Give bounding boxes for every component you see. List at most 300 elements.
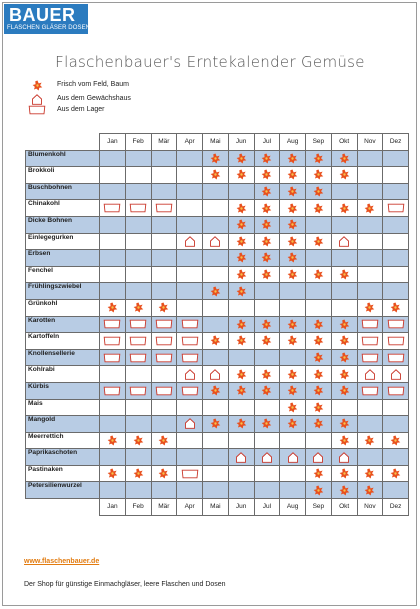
month-cell	[177, 465, 203, 482]
greenhouse-icon	[235, 452, 247, 463]
month-cell	[254, 233, 280, 250]
table-row	[26, 449, 409, 466]
storage-icon	[155, 336, 173, 346]
sun-icon	[313, 319, 324, 330]
greenhouse-icon	[390, 369, 402, 380]
storage-icon	[103, 386, 121, 396]
crop-name: Fenchel	[26, 266, 100, 283]
month-cell	[383, 349, 409, 366]
month-cell	[254, 382, 280, 399]
footer-month: Mai	[203, 499, 229, 516]
table-row	[26, 183, 409, 200]
table-row	[26, 333, 409, 350]
month-cell	[100, 382, 126, 399]
month-cell	[280, 449, 306, 466]
month-cell	[280, 200, 306, 217]
greenhouse-icon	[338, 236, 350, 247]
month-cell	[177, 216, 203, 233]
footer-month: Nov	[357, 499, 383, 516]
month-cell	[125, 200, 151, 217]
footer-month: Okt	[331, 499, 357, 516]
logo[interactable]	[4, 4, 91, 34]
legend-symbol	[26, 105, 48, 119]
month-cell	[280, 183, 306, 200]
storage-icon	[103, 203, 121, 213]
sun-icon	[339, 153, 350, 164]
month-cell	[151, 283, 177, 300]
harvest-calendar-table	[25, 133, 409, 516]
month-cell	[306, 382, 332, 399]
month-cell	[306, 399, 332, 416]
month-cell	[177, 299, 203, 316]
month-cell	[203, 299, 229, 316]
sun-icon	[339, 203, 350, 214]
crop-name: Einlegegurken	[26, 233, 100, 250]
month-cell	[306, 283, 332, 300]
month-cell	[331, 266, 357, 283]
storage-icon	[103, 336, 121, 346]
greenhouse-icon	[184, 236, 196, 247]
sun-icon	[236, 203, 247, 214]
month-cell	[203, 482, 229, 499]
month-cell	[203, 366, 229, 383]
month-cell	[357, 399, 383, 416]
month-cell	[228, 416, 254, 433]
storage-icon	[155, 386, 173, 396]
month-cell	[357, 200, 383, 217]
month-cell	[280, 233, 306, 250]
month-cell	[357, 366, 383, 383]
crop-name: Meerrettich	[26, 432, 100, 449]
month-cell	[383, 283, 409, 300]
header-month: Aug	[280, 134, 306, 151]
crop-name: Mais	[26, 399, 100, 416]
month-cell	[125, 432, 151, 449]
month-cell	[177, 432, 203, 449]
month-cell	[383, 482, 409, 499]
storage-icon	[361, 336, 379, 346]
sun-icon	[313, 385, 324, 396]
sun-icon	[261, 418, 272, 429]
sun-icon	[236, 418, 247, 429]
storage-icon	[387, 386, 405, 396]
sun-icon	[261, 252, 272, 263]
crop-name: Mangold	[26, 416, 100, 433]
month-cell	[280, 283, 306, 300]
logo-brand: BAUER	[9, 5, 76, 25]
sun-icon	[313, 352, 324, 363]
month-cell	[280, 399, 306, 416]
sun-icon	[158, 302, 169, 313]
month-cell	[203, 183, 229, 200]
table-row	[26, 482, 409, 499]
month-cell	[331, 382, 357, 399]
crop-name: Chinakohl	[26, 200, 100, 217]
storage-icon	[129, 203, 147, 213]
shop-link[interactable]: www.flaschenbauer.de	[24, 558, 100, 565]
sun-icon	[313, 369, 324, 380]
month-cell	[254, 416, 280, 433]
footer-month: Jun	[228, 499, 254, 516]
month-cell	[151, 349, 177, 366]
month-cell	[177, 150, 203, 167]
month-cell	[280, 382, 306, 399]
month-cell	[254, 449, 280, 466]
month-cell	[125, 349, 151, 366]
month-cell	[383, 233, 409, 250]
table-row	[26, 167, 409, 184]
month-cell	[203, 416, 229, 433]
month-cell	[177, 233, 203, 250]
sun-icon	[236, 219, 247, 230]
month-cell	[177, 333, 203, 350]
month-cell	[228, 200, 254, 217]
storage-icon	[181, 386, 199, 396]
month-cell	[280, 416, 306, 433]
month-cell	[151, 482, 177, 499]
month-cell	[383, 449, 409, 466]
month-cell	[383, 150, 409, 167]
sun-icon	[158, 468, 169, 479]
month-cell	[331, 416, 357, 433]
greenhouse-icon	[338, 452, 350, 463]
month-cell	[177, 399, 203, 416]
month-cell	[228, 250, 254, 267]
month-cell	[125, 366, 151, 383]
month-cell	[383, 416, 409, 433]
month-cell	[151, 183, 177, 200]
month-cell	[125, 266, 151, 283]
sun-icon	[339, 369, 350, 380]
month-cell	[357, 316, 383, 333]
storage-icon	[181, 469, 199, 479]
footer-corner	[26, 499, 100, 516]
month-cell	[125, 150, 151, 167]
month-cell	[177, 200, 203, 217]
month-cell	[151, 382, 177, 399]
crop-name: Erbsen	[26, 250, 100, 267]
sun-icon	[158, 435, 169, 446]
month-cell	[254, 333, 280, 350]
crop-name: Kohlrabi	[26, 366, 100, 383]
month-cell	[151, 416, 177, 433]
month-cell	[280, 216, 306, 233]
month-cell	[228, 482, 254, 499]
month-cell	[100, 432, 126, 449]
month-cell	[177, 167, 203, 184]
sun-icon	[313, 203, 324, 214]
legend-label: Frisch vom Feld, Baum	[57, 81, 129, 88]
storage-icon	[129, 386, 147, 396]
sun-icon	[236, 369, 247, 380]
month-cell	[125, 183, 151, 200]
month-cell	[306, 416, 332, 433]
sun-icon	[261, 153, 272, 164]
month-cell	[357, 416, 383, 433]
sun-icon	[287, 385, 298, 396]
sun-icon	[364, 203, 375, 214]
table-row	[26, 283, 409, 300]
sun-icon	[107, 435, 118, 446]
crop-name: Grünkohl	[26, 299, 100, 316]
month-cell	[383, 399, 409, 416]
month-cell	[203, 333, 229, 350]
month-cell	[306, 432, 332, 449]
month-cell	[203, 150, 229, 167]
month-cell	[125, 283, 151, 300]
sun-icon	[261, 169, 272, 180]
sun-icon	[339, 319, 350, 330]
month-cell	[331, 299, 357, 316]
header-month: Okt	[331, 134, 357, 151]
month-cell	[254, 216, 280, 233]
month-cell	[331, 167, 357, 184]
header-month: Mai	[203, 134, 229, 151]
month-cell	[383, 266, 409, 283]
month-cell	[331, 333, 357, 350]
month-cell	[280, 465, 306, 482]
month-cell	[254, 299, 280, 316]
header-month: Dez	[383, 134, 409, 151]
footer-month: Apr	[177, 499, 203, 516]
storage-icon	[361, 319, 379, 329]
sun-icon	[210, 335, 221, 346]
month-cell	[357, 465, 383, 482]
page-title: Flaschenbauer's Erntekalender Gemüse	[55, 53, 365, 71]
sun-icon	[261, 319, 272, 330]
month-cell	[357, 382, 383, 399]
month-cell	[100, 465, 126, 482]
month-cell	[306, 233, 332, 250]
month-cell	[331, 366, 357, 383]
sun-icon	[364, 485, 375, 496]
month-cell	[100, 200, 126, 217]
month-cell	[280, 266, 306, 283]
month-cell	[306, 183, 332, 200]
sun-icon	[236, 252, 247, 263]
month-cell	[331, 183, 357, 200]
month-cell	[177, 266, 203, 283]
greenhouse-icon	[261, 452, 273, 463]
month-cell	[228, 465, 254, 482]
month-cell	[357, 250, 383, 267]
month-cell	[100, 349, 126, 366]
month-cell	[383, 183, 409, 200]
sun-icon	[287, 186, 298, 197]
month-cell	[254, 349, 280, 366]
month-cell	[151, 150, 177, 167]
month-cell	[228, 299, 254, 316]
month-cell	[306, 150, 332, 167]
header-month: Jul	[254, 134, 280, 151]
sun-icon	[261, 236, 272, 247]
sun-icon	[287, 236, 298, 247]
month-cell	[151, 250, 177, 267]
sun-icon	[261, 186, 272, 197]
month-cell	[228, 449, 254, 466]
month-cell	[100, 482, 126, 499]
month-cell	[306, 482, 332, 499]
month-cell	[228, 266, 254, 283]
greenhouse-icon	[364, 369, 376, 380]
sun-icon	[339, 435, 350, 446]
month-cell	[151, 266, 177, 283]
sun-icon	[287, 203, 298, 214]
sun-icon	[236, 169, 247, 180]
sun-icon	[390, 468, 401, 479]
footer-slogan: Der Shop für günstige Einmachgläser, leere Flaschen und Dosen	[24, 581, 226, 588]
month-cell	[254, 482, 280, 499]
storage-icon	[387, 336, 405, 346]
month-cell	[357, 349, 383, 366]
month-cell	[357, 216, 383, 233]
month-cell	[151, 233, 177, 250]
month-cell	[357, 432, 383, 449]
greenhouse-icon	[31, 94, 43, 105]
sun-icon	[261, 369, 272, 380]
table-row	[26, 432, 409, 449]
crop-name: Brokkoli	[26, 167, 100, 184]
month-cell	[228, 216, 254, 233]
footer-month: Dez	[383, 499, 409, 516]
table-row	[26, 250, 409, 267]
storage-icon	[387, 203, 405, 213]
sun-icon	[287, 169, 298, 180]
month-footer-row	[26, 499, 409, 516]
crop-name: Kürbis	[26, 382, 100, 399]
month-cell	[254, 316, 280, 333]
month-cell	[177, 482, 203, 499]
month-cell	[125, 316, 151, 333]
sun-icon	[210, 385, 221, 396]
greenhouse-icon	[184, 369, 196, 380]
month-cell	[357, 333, 383, 350]
month-cell	[254, 283, 280, 300]
month-cell	[383, 465, 409, 482]
sun-icon	[287, 335, 298, 346]
table-row	[26, 299, 409, 316]
month-cell	[125, 382, 151, 399]
table-row	[26, 150, 409, 167]
sun-icon	[236, 335, 247, 346]
sun-icon	[313, 153, 324, 164]
sun-icon	[236, 319, 247, 330]
month-cell	[254, 200, 280, 217]
month-cell	[357, 299, 383, 316]
storage-icon	[129, 336, 147, 346]
month-cell	[203, 382, 229, 399]
header-month: Jun	[228, 134, 254, 151]
month-cell	[280, 349, 306, 366]
sun-icon	[236, 385, 247, 396]
month-cell	[203, 266, 229, 283]
storage-icon	[181, 319, 199, 329]
sun-icon	[339, 169, 350, 180]
month-cell	[254, 399, 280, 416]
month-cell	[306, 266, 332, 283]
month-cell	[151, 200, 177, 217]
crop-name: Dicke Bohnen	[26, 216, 100, 233]
month-cell	[203, 465, 229, 482]
month-cell	[100, 449, 126, 466]
sun-icon	[261, 385, 272, 396]
storage-icon	[129, 319, 147, 329]
month-cell	[151, 316, 177, 333]
header-corner	[26, 134, 100, 151]
footer-month: Sep	[306, 499, 332, 516]
month-cell	[331, 283, 357, 300]
month-cell	[100, 233, 126, 250]
month-cell	[383, 216, 409, 233]
sun-icon	[210, 286, 221, 297]
month-cell	[254, 432, 280, 449]
month-cell	[331, 432, 357, 449]
table-row	[26, 200, 409, 217]
month-cell	[177, 183, 203, 200]
month-cell	[203, 316, 229, 333]
sun-icon	[261, 219, 272, 230]
month-cell	[331, 399, 357, 416]
month-cell	[100, 283, 126, 300]
sun-icon	[287, 252, 298, 263]
month-cell	[177, 366, 203, 383]
month-cell	[203, 399, 229, 416]
logo-tagline: FLASCHEN GLÄSER DOSEN	[7, 25, 91, 31]
month-cell	[306, 299, 332, 316]
header-month: Feb	[125, 134, 151, 151]
month-cell	[228, 283, 254, 300]
sun-icon	[287, 369, 298, 380]
month-cell	[254, 266, 280, 283]
sun-icon	[339, 385, 350, 396]
month-cell	[228, 150, 254, 167]
storage-icon	[361, 386, 379, 396]
month-cell	[203, 216, 229, 233]
sun-icon	[236, 269, 247, 280]
month-cell	[151, 299, 177, 316]
month-cell	[383, 432, 409, 449]
month-cell	[357, 266, 383, 283]
month-cell	[125, 167, 151, 184]
sun-icon	[210, 418, 221, 429]
sun-icon	[313, 169, 324, 180]
crop-name: Paprikaschoten	[26, 449, 100, 466]
month-cell	[357, 283, 383, 300]
month-cell	[331, 482, 357, 499]
month-cell	[100, 333, 126, 350]
sun-icon	[339, 468, 350, 479]
month-cell	[331, 200, 357, 217]
month-cell	[306, 216, 332, 233]
month-cell	[331, 465, 357, 482]
greenhouse-icon	[209, 369, 221, 380]
month-cell	[306, 449, 332, 466]
month-cell	[100, 167, 126, 184]
month-cell	[228, 316, 254, 333]
sun-icon	[287, 269, 298, 280]
sun-icon	[313, 335, 324, 346]
table-row	[26, 416, 409, 433]
month-cell	[331, 349, 357, 366]
month-cell	[203, 432, 229, 449]
month-cell	[228, 432, 254, 449]
legend-symbol	[26, 80, 48, 94]
month-cell	[306, 316, 332, 333]
month-cell	[383, 299, 409, 316]
month-cell	[151, 449, 177, 466]
table-row	[26, 399, 409, 416]
sun-icon	[261, 269, 272, 280]
